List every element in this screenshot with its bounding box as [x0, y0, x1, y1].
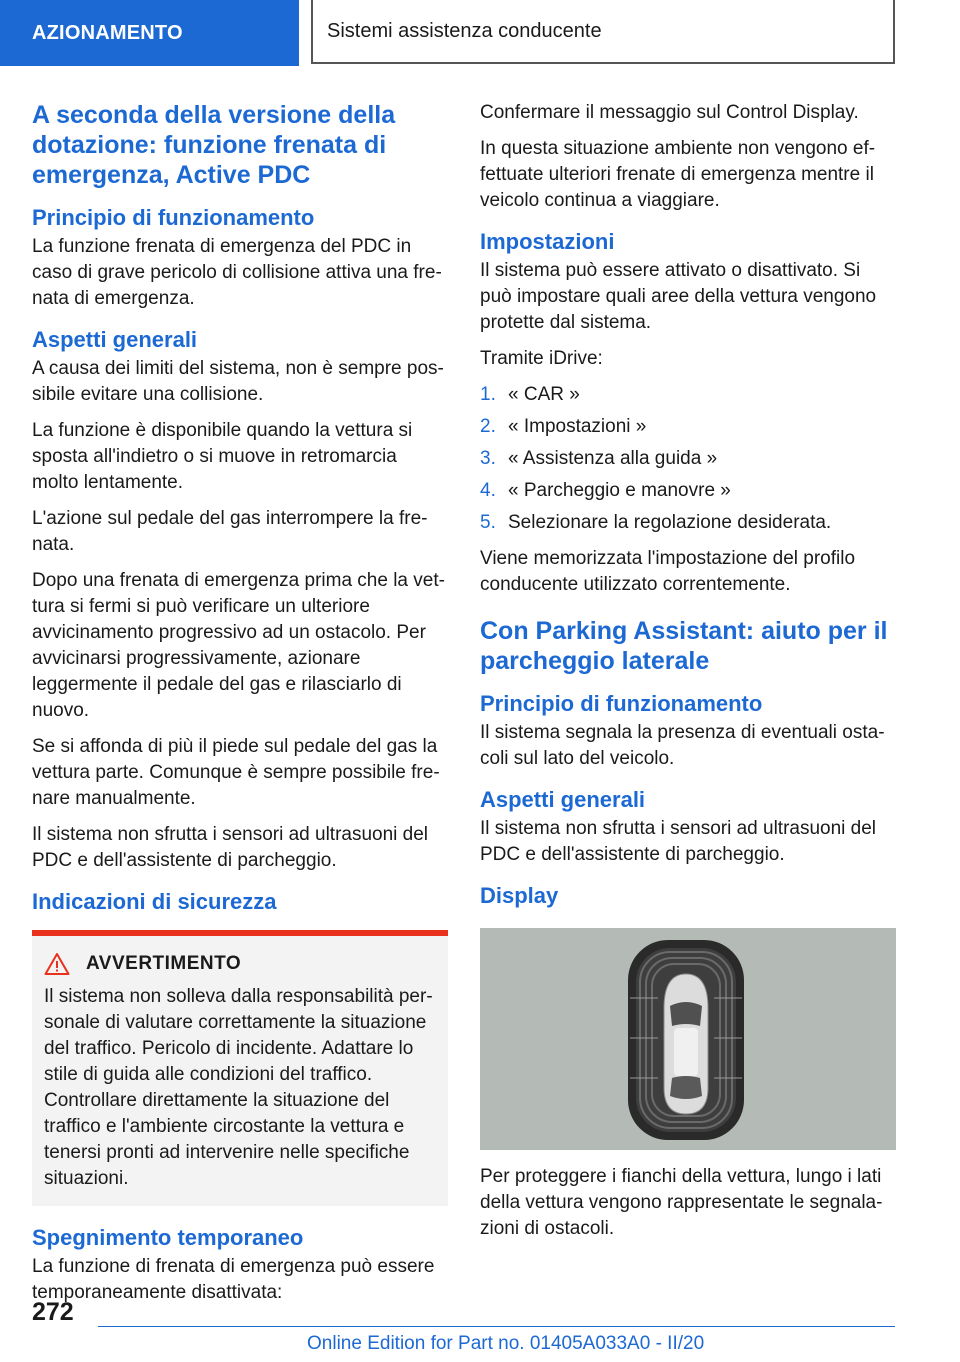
warning-box: [32, 930, 448, 1206]
warning-title: AVVERTIMENTO: [86, 953, 242, 974]
idrive-steps: [480, 382, 896, 536]
page-number: 272: [32, 1298, 74, 1326]
parking-display-image: [480, 928, 896, 1150]
heading-aspetti: Aspetti generali: [32, 327, 198, 352]
paragraph: Dopo una frenata di emergenza prima che la vettura si fermi si può verificare un ulteriore avvicinamento progressivo ad un ostacolo. Per avvicinarsi progressivamente, azionare leggermente il pedale del gas e rilasciarlo di nuovo.: [32, 570, 445, 721]
paragraph: A causa dei limiti del sistema, non è sempre possibile evitare una collisione.: [32, 358, 444, 405]
paragraph: Viene memorizzata l'impostazione del profilo conducente utilizzato correntemente.: [480, 548, 856, 595]
right-column: [480, 100, 896, 1252]
heading-spegnimento: Spegnimento temporaneo: [32, 1225, 304, 1250]
warning-triangle-icon: [44, 952, 70, 976]
paragraph: La funzione frenata di emergenza del PDC in caso di grave pericolo di collisione attiva una frenata di emergenza.: [32, 236, 442, 309]
paragraph: In questa situazione ambiente non vengono effettuate ulteriori frenate di emergenza mentre il veicolo continua a viaggiare.: [480, 138, 876, 211]
paragraph: Il sistema può essere attivato o disattivato. Si può impostare quali aree della vettura vengono protette dal sistema.: [480, 260, 877, 333]
heading-aspetti-2: Aspetti generali: [480, 787, 646, 812]
list-item: 4. « Parcheggio e manovre »: [480, 480, 731, 501]
heading-display: Display: [480, 883, 559, 908]
heading-principio: Principio di funzionamento: [32, 205, 315, 230]
section-title-2: Con Parking Assistant: aiuto per il parcheggio laterale: [480, 617, 888, 675]
paragraph: La funzione è disponibile quando la vettura si sposta all'indietro o si muove in retromarcia molto lentamente.: [32, 420, 413, 493]
section-tab: AZIONAMENTO: [0, 0, 299, 66]
paragraph: Se si affonda di più il piede sul pedale del gas la vettura parte. Comunque è sempre possibile frenare manualmente.: [32, 736, 440, 809]
car-top-view-icon: [480, 928, 896, 1150]
list-item: 5. Selezionare la regolazione desiderata.: [480, 512, 832, 533]
paragraph: Tramite iDrive:: [480, 348, 603, 369]
paragraph: Il sistema non sfrutta i sensori ad ultrasuoni del PDC e dell'assistente di parcheggio.: [32, 824, 429, 871]
heading-sicurezza: Indicazioni di sicurezza: [32, 889, 277, 914]
paragraph: Il sistema segnala la presenza di eventuali ostacoli sul lato del veicolo.: [480, 722, 885, 769]
left-column: [32, 100, 448, 1316]
section-title: A seconda della versione della dotazione: funzione frenata di emergenza, Active PDC: [32, 101, 396, 189]
paragraph: Confermare il messaggio sul Control Display.: [480, 102, 859, 123]
heading-principio-2: Principio di funzionamento: [480, 691, 763, 716]
paragraph: Il sistema non sfrutta i sensori ad ultrasuoni del PDC e dell'assistente di parcheggio.: [480, 818, 877, 865]
list-item: 2. « Impostazioni »: [480, 416, 647, 437]
chapter-title: Sistemi assistenza conducente: [311, 0, 895, 64]
image-caption: Per proteggere i fianchi della vettura, lungo i lati della vettura vengono rappresentate le segnalazioni di ostacoli.: [480, 1166, 883, 1239]
paragraph: L'azione sul pedale del gas interrompere la frenata.: [32, 508, 428, 555]
warning-header: [44, 952, 436, 976]
paragraph: La funzione di frenata di emergenza può essere temporaneamente disattivata:: [32, 1256, 435, 1303]
warning-text: Il sistema non solleva dalla responsabilità personale di valutare correttamente la situazione del traffico. Pericolo di incidente. Adattare lo stile di guida alle condizioni del traffico. Controllare direttamente la situazione del traffico e l'ambiente circostante la vettura e tenersi pronti ad intervenire nelle specifiche situazioni.: [44, 986, 433, 1189]
heading-impostazioni: Impostazioni: [480, 229, 615, 254]
list-item: 3. « Assistenza alla guida »: [480, 448, 718, 469]
footer-rule: [98, 1326, 895, 1327]
page-header: [0, 0, 960, 66]
footer-edition: Online Edition for Part no. 01405A033A0 - II/20: [307, 1333, 705, 1354]
list-item: 1. « CAR »: [480, 384, 580, 405]
